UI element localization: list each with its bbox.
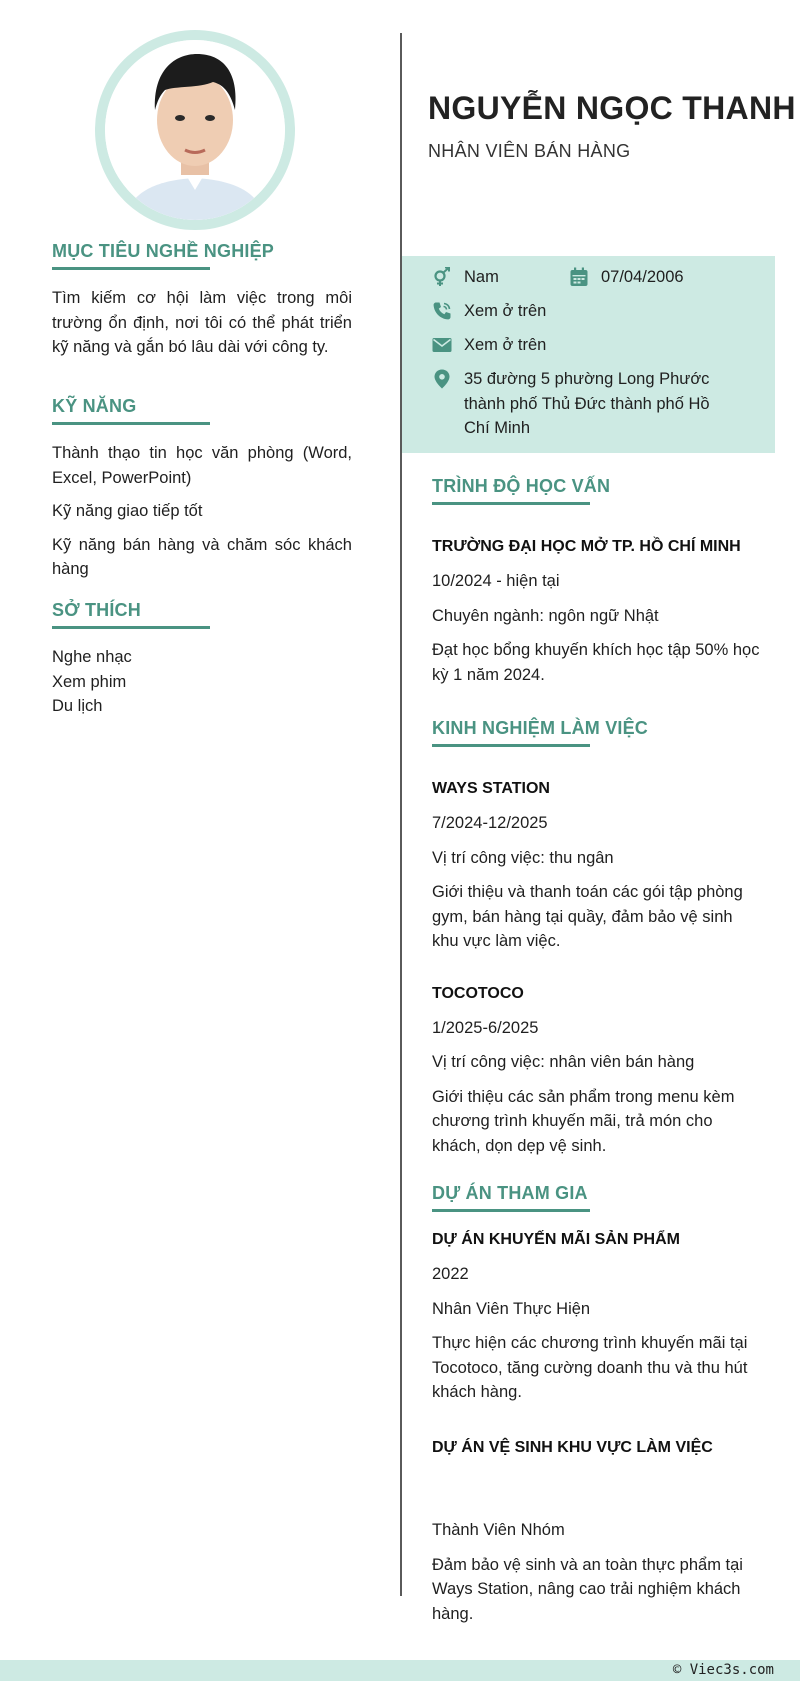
address-line: Chí Minh — [464, 419, 531, 437]
address-line: 35 đường 5 phường Long Phước — [464, 370, 710, 388]
education-period: 10/2024 - hiện tại — [432, 572, 560, 590]
footer-bar — [0, 1660, 800, 1681]
address-value — [464, 367, 710, 441]
job-description: Giới thiệu và thanh toán các gói tập phòng gym, bán hàng tại quầy, đảm bảo vệ sinh khu vực làm việc. — [432, 883, 743, 950]
person-photo-icon — [105, 40, 285, 220]
experience-title: KINH NGHIỆM LÀM VIỆC — [432, 718, 762, 743]
education-title: TRÌNH ĐỘ HỌC VẤN — [432, 476, 762, 501]
phone-value: Xem ở trên — [464, 302, 547, 320]
job-position: Vị trí công việc: thu ngân — [432, 848, 614, 867]
location-pin-icon — [432, 369, 452, 389]
skill-item: Kỹ năng giao tiếp tốt — [52, 502, 203, 520]
job-position: Vị trí công việc: nhân viên bán hàng — [432, 1053, 695, 1071]
birthdate-row — [569, 265, 684, 290]
gender-row — [432, 265, 499, 290]
school-name: TRƯỜNG ĐẠI HỌC MỞ TP. HỒ CHÍ MINH — [432, 538, 741, 555]
phone-icon — [432, 301, 452, 321]
project-description: Đảm bảo vệ sinh và an toàn thực phẩm tại Ways Station, nâng cao trải nghiệm khách hàng. — [432, 1555, 743, 1623]
hobby-item: Nghe nhạc — [52, 648, 132, 666]
phone-row — [432, 299, 546, 324]
gender-icon — [432, 267, 452, 287]
skill-item: Thành thạo tin học văn phòng (Word, Excel, PowerPoint) — [52, 444, 352, 487]
project-name: DỰ ÁN KHUYẾN MÃI SẢN PHẨM — [432, 1231, 680, 1248]
skills-title: KỸ NĂNG — [52, 396, 352, 421]
avatar — [105, 40, 285, 220]
birthdate-value: 07/04/2006 — [601, 268, 684, 286]
hobbies-title: SỞ THÍCH — [52, 600, 352, 625]
project-year — [432, 1470, 762, 1495]
experience-section — [432, 718, 762, 1158]
calendar-icon — [569, 267, 589, 287]
education-section — [432, 476, 762, 687]
job-period: 7/2024-12/2025 — [432, 814, 548, 832]
address-line: thành phố Thủ Đức thành phố Hồ — [464, 394, 710, 413]
address-row — [432, 367, 710, 441]
project-year: 2022 — [432, 1265, 469, 1283]
objective-text: Tìm kiếm cơ hội làm việc trong môi trường ổn định, nơi tôi có thể phát triển kỹ năng và gắn bó lâu dài với công ty. — [52, 289, 352, 356]
job-company: TOCOTOCO — [432, 984, 524, 1002]
projects-title: DỰ ÁN THAM GIA — [432, 1183, 762, 1208]
projects-section — [432, 1183, 762, 1626]
education-achievement: Đạt học bổng khuyến khích học tập 50% học kỳ 1 năm 2024. — [432, 641, 760, 684]
candidate-name: NGUYỄN NGỌC THANH — [428, 90, 796, 126]
objective-title: MỤC TIÊU NGHỀ NGHIỆP — [52, 241, 352, 266]
job-company: WAYS STATION — [432, 780, 550, 797]
email-value: Xem ở trên — [464, 336, 547, 354]
education-major: Chuyên ngành: ngôn ngữ Nhật — [432, 606, 659, 625]
skill-item: Kỹ năng bán hàng và chăm sóc khách hàng — [52, 535, 352, 578]
hobby-item: Xem phim — [52, 672, 127, 691]
watermark: © Viec3s.com — [672, 1662, 774, 1678]
job-title: NHÂN VIÊN BÁN HÀNG — [428, 141, 631, 161]
project-description: Thực hiện các chương trình khuyến mãi tại Tocotoco, tăng cường doanh thu và thu hút khách hàng. — [432, 1334, 748, 1401]
project-name: DỰ ÁN VỆ SINH KHU VỰC LÀM VIỆC — [432, 1438, 713, 1456]
project-role: Nhân Viên Thực Hiện — [432, 1299, 591, 1318]
objective-section — [52, 241, 352, 360]
hobby-item: Du lịch — [52, 697, 103, 715]
project-role: Thành Viên Nhóm — [432, 1521, 565, 1539]
job-period: 1/2025-6/2025 — [432, 1018, 539, 1037]
hobbies-section — [52, 600, 352, 719]
email-icon — [432, 335, 452, 355]
email-row — [432, 333, 546, 358]
gender-value: Nam — [464, 268, 499, 286]
contact-panel — [402, 256, 775, 453]
job-description: Giới thiệu các sản phẩm trong menu kèm chương trình khuyến mãi, trả món cho khách, dọn dẹp vệ sinh. — [432, 1087, 735, 1155]
skills-section — [52, 396, 352, 582]
